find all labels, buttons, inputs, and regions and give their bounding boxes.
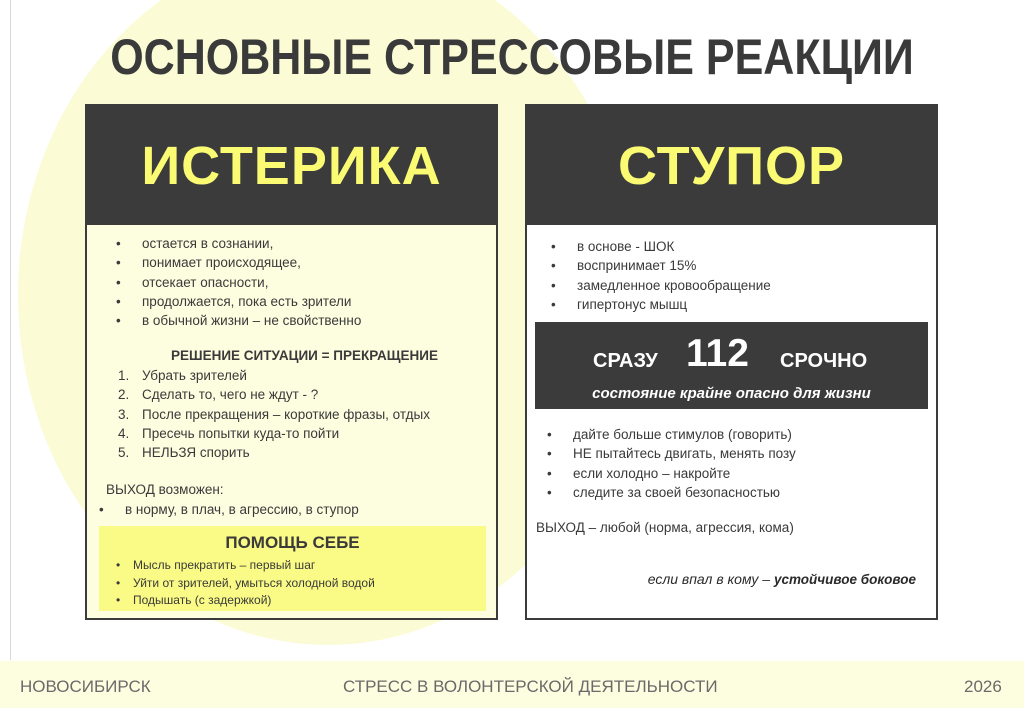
list-item: • следите за своей безопасностью — [573, 483, 796, 502]
hysteria-signs-list — [142, 234, 361, 330]
urgent-left-word: СРАЗУ — [593, 350, 658, 372]
emergency-number: 112 — [686, 332, 749, 375]
list-item: • в обычной жизни – не свойственно — [142, 311, 361, 330]
self-help-title: ПОМОЩЬ СЕБЕ — [225, 533, 360, 552]
list-item — [118, 443, 430, 462]
step-number: 5. — [118, 445, 130, 461]
step-number: 1. — [118, 368, 130, 383]
list-item: • Уйти от зрителей, умыться холодной водой — [133, 575, 375, 593]
list-item — [118, 366, 430, 385]
step-text: Пресечь попытки куда-то пойти — [142, 425, 340, 441]
hysteria-header — [87, 106, 496, 225]
self-help-box — [99, 526, 486, 611]
solution-steps-list — [118, 366, 430, 462]
list-item — [118, 424, 430, 443]
coma-note-bold: устойчивое боковое — [773, 572, 916, 587]
slide-title: ОСНОВНЫЕ СТРЕССОВЫЕ РЕАКЦИИ — [110, 29, 914, 85]
hysteria-card — [85, 104, 498, 620]
solution-heading: РЕШЕНИЕ СИТУАЦИИ = ПРЕКРАЩЕНИЕ — [171, 348, 439, 363]
stupor-card — [525, 104, 938, 620]
list-item: • продолжается, пока есть зрители — [142, 292, 361, 311]
exit-list — [125, 500, 359, 519]
coma-note-prefix: если впал в кому – — [647, 571, 774, 587]
exit-label: ВЫХОД возможен: — [106, 482, 224, 497]
step-text: После прекращения – короткие фразы, отдых — [142, 406, 430, 422]
stupor-title: СТУПОР — [617, 135, 846, 196]
list-item — [118, 385, 430, 404]
left-frame-line — [10, 0, 11, 660]
step-number: 3. — [118, 406, 130, 422]
list-item: • дайте больше стимулов (говорить) — [573, 425, 796, 444]
list-item: • в норму, в плач, в агрессию, в ступор — [125, 500, 359, 519]
list-item: • остается в сознании, — [142, 234, 361, 253]
step-text: НЕЛЬЗЯ спорить — [142, 445, 250, 461]
step-number: 2. — [118, 387, 130, 403]
list-item: • понимает происходящее, — [142, 253, 361, 272]
stupor-exit-text: ВЫХОД – любой (норма, агрессия, кома) — [536, 520, 794, 535]
stupor-header — [527, 106, 936, 225]
coma-note — [648, 571, 916, 587]
list-item: • замедленное кровообращение — [577, 276, 771, 295]
stupor-actions-list — [573, 425, 796, 502]
step-text: Убрать зрителей — [142, 368, 247, 383]
danger-note: состояние крайне опасно для жизни — [592, 385, 871, 402]
footer-year: 2026 — [964, 677, 1002, 696]
footer-bar — [0, 661, 1024, 708]
step-number: 4. — [118, 425, 130, 441]
list-item: • НЕ пытайтесь двигать, менять позу — [573, 444, 796, 463]
step-text: Сделать то, чего не ждут - ? — [142, 387, 319, 403]
self-help-list — [133, 557, 375, 610]
hysteria-title: ИСТЕРИКА — [141, 135, 442, 196]
list-item: • воспринимает 15% — [577, 256, 771, 275]
footer-topic: СТРЕСС В ВОЛОНТЕРСКОЙ ДЕЯТЕЛЬНОСТИ — [343, 677, 718, 696]
footer-city: НОВОСИБИРСК — [20, 677, 151, 696]
list-item: • Подышать (с задержкой) — [133, 592, 375, 610]
list-item: • Мысль прекратить – первый шаг — [133, 557, 375, 575]
stupor-signs-list — [577, 237, 771, 314]
list-item: • гипертонус мышц — [577, 295, 771, 314]
list-item: • если холодно – накройте — [573, 464, 796, 483]
list-item: • отсекает опасности, — [142, 273, 361, 292]
emergency-box — [535, 322, 928, 409]
urgent-right-word: СРОЧНО — [780, 350, 868, 372]
list-item: • в основе - ШОК — [577, 237, 771, 256]
list-item — [118, 405, 430, 424]
